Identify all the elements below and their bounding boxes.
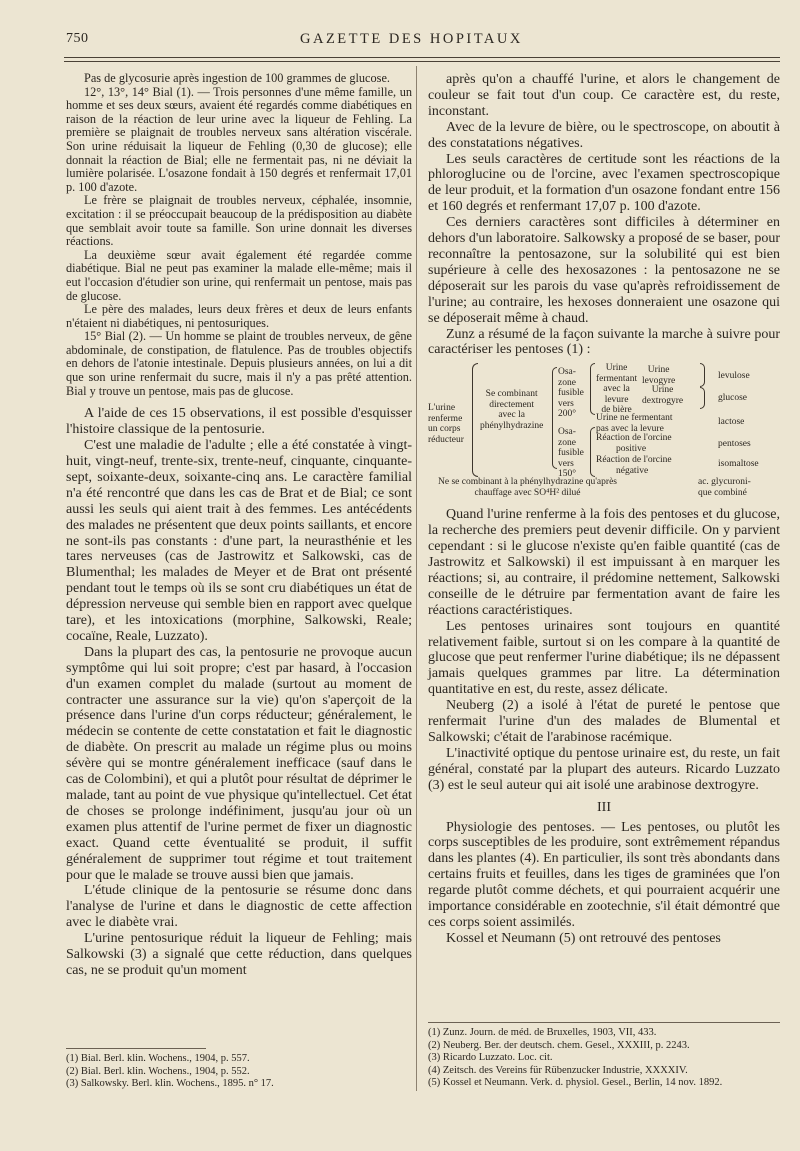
paragraph: Avec de la levure de bière, ou le spectroscope, on aboutit à des constatations négatives. (428, 119, 780, 151)
footnote-rule (428, 1022, 780, 1023)
paragraph: L'étude clinique de la pentosurie se résume donc dans l'analyse de l'urine et dans le diagnostic de cette affection avec le diabète vrai. (66, 883, 412, 931)
footnote-rule (66, 1048, 206, 1049)
paragraph: Les seuls caractères de certitude sont les réactions de la phloroglucine ou de l'orcine, avec l'examen spectroscopique de leur produit, et la formation d'un osazone fondant entre 156 et 160 degrés et renfermant 17,07 p. 100 d'azote. (428, 151, 780, 215)
paragraph: Quand l'urine renferme à la fois des pentoses et du glucose, la recherche des premiers peut devenir difficile. On y parvient cependant : si le glucose n'existe qu'en faible quantité (cas de Jastrowitz et Salkowski) il est impuissant à en marquer les réactions; si, au contraire, il prédomine nettement, Salkowski conseille de le détruire par fermentation avant de faire les réactions caractéristiques. (428, 507, 780, 618)
footnote: (1) Bial. Berl. klin. Wochens., 1904, p. 557. (66, 1053, 250, 1064)
result-levulose: levulose (718, 371, 750, 382)
paragraph: A l'aide de ces 15 observations, il est possible d'esquisser l'histoire classique de la pentosurie. (66, 406, 412, 438)
paragraph: Le père des malades, leurs deux frères et deux de leurs enfants n'étaient ni diabétiques, ni pentosuriques. (66, 302, 412, 330)
result-glycuronic-acid: ac. glycuroni- que combiné (698, 477, 751, 498)
main-text (66, 406, 412, 979)
scheme-dextrogyre: Urine dextrogyre (642, 385, 684, 406)
scheme-osazone-150: Osa- zone fusible vers 150° (558, 427, 584, 479)
scheme-osazone-200: Osa- zone fusible vers 200° (558, 367, 584, 419)
paragraph: La deuxième sœur avait également été regardée comme diabétique. Bial ne peut pas examiner la malade elle-même; mais il eut l'occasion d'étudier son urine, qui renfermait un pentose, mais pas de glucose. (66, 247, 412, 303)
header-rule (64, 57, 780, 58)
paragraph: après qu'on a chauffé l'urine, et alors le changement de couleur se fait tout d'un coup. Ce caractère est, du reste, inconstant. (428, 72, 780, 119)
result-lactose: lactose (718, 417, 745, 428)
running-title: GAZETTE DES HOPITAUX (300, 31, 523, 47)
footnote: (3) Salkowsky. Berl. klin. Wochens., 1895. n° 17. (66, 1078, 274, 1090)
section-heading: III (597, 799, 611, 815)
left-footnotes (66, 1048, 412, 1091)
scheme-not-combining: Ne se combinant à la phénylhydrazine qu'après chauffage avec SO⁴H² dilué (438, 477, 617, 498)
footnote: (1) Zunz. Journ. de méd. de Bruxelles, 1903, VII, 433. (428, 1027, 657, 1038)
page-number: 750 (66, 31, 89, 46)
footnote: (2) Bial. Berl. klin. Wochens., 1904, p. 552. (66, 1065, 250, 1077)
right-column (428, 72, 780, 947)
paragraph: Dans la plupart des cas, la pentosurie ne provoque aucun symptôme qui lui soit propre; c'est par hasard, à l'occasion d'un examen complet du malade (surtout au moment de contracter une assurance sur la vie) qu'on s'aperçoit de la présence dans l'urine d'un corps réducteur; généralement, le médecin se contente de cette constatation et fait le diagnostic de diabète. On prescrit au malade un régime plus ou moins sévère qui se montre généralement inefficace (sauf dans le cas de Colombini), et qui a plutôt pour résultat de déprimer le malade, tant au point de vue physique qu'intellectuel. Cet état de choses se prolonge indéfiniment, jusqu'au jour où un examen plus attentif de l'urine permet de fixer un diagnostic exact. Quand cette éventualité se produit, il suffit généralement de supprimer tout régime et tout traitement pour que le malade se trouve aussi bien que jamais. (66, 644, 412, 883)
scheme-fermenting: Urine fermentant avec la levure de bière (596, 363, 638, 415)
paragraph: Kossel et Neumann (5) ont retrouvé des pentoses (446, 930, 721, 946)
paragraph: Les pentoses urinaires sont toujours en quantité relativement faible, surtout si on les compare à la quantité de glucose que peut renfermer l'urine diabétique; ils ne dépassent jamais quelques grammes par litre. La détermination quantitative en est, du reste, assez délicate. (428, 618, 780, 698)
header-rule-double (64, 61, 780, 62)
paragraph: 15° Bial (2). — Un homme se plaint de troubles nerveux, de gêne abdominale, de constipation, de flatulence. Pas de troubles objectifs en dehors de l'atonie intestinale. Depuis plusieurs années, on lui a dit que son urine renfermait du sucre, mais il n'y a pas prêté attention. Bial y trouve un pentose, mais pas de glucose. (66, 329, 412, 398)
main-text-right-continued (428, 507, 780, 946)
pentose-identification-scheme (428, 363, 780, 498)
footnote: (5) Kossel et Neumann. Verk. d. physiol. Gesel., Berlin, 14 nov. 1892. (428, 1077, 723, 1089)
paragraph: Le frère se plaignait de troubles nerveux, céphalée, insomnie, excitation : il se préoccupait beaucoup de la prédisposition au diabète que semblait avoir toute sa famille. Son urine donnait les diverses réactions. (66, 193, 412, 249)
scheme-non-fermenting: Urine ne fermentant pas avec la levure (596, 413, 673, 434)
paragraph: Ces derniers caractères sont difficiles à déterminer en dehors d'un laboratoire. Salkowsky a proposé de se baser, pour reconnaître la pentosazone, sur la solubilité qui est bien supérieure à celle des hexosazones : la pentosazone ne se déposerait sur les parois du vase qu'après refroidissement de l'urine; au contraire, les hexoses donneraient une osazone qui se déposerait même à chaud. (428, 215, 780, 326)
scheme-levogyre: Urine levogyre (642, 365, 676, 386)
paragraph: 12°, 13°, 14° Bial (1). — Trois personnes d'une même famille, un homme et ses deux sœurs, avaient été regardés comme diabétiques en raison de la réaction de leur urine avec la liqueur de Fehling. La première se plaignait de troubles nerveux sans altération viscérale. Son urine réduisait la liqueur de Fehling (0,30 de glucose); elle donnait la réaction de Bial; elle ne fermentait pas, ni ne déviait la lumière polarisée. L'osazone fondait à 150 degrés et renfermait 17,01 p. 100 d'azote. (66, 84, 412, 194)
footnote: (4) Zeitsch. des Vereins für Rübenzucker Industrie, XXXXIV. (428, 1064, 688, 1076)
scheme-combining: Se combinant directement avec la phénylhydrazine (480, 389, 544, 431)
column-divider (416, 66, 417, 1091)
right-footnotes (428, 1022, 780, 1090)
paragraph: L'urine pentosurique réduit la liqueur de Fehling; mais Salkowski (3) a signalé que cette réduction, dans quelques cas, ne se produit qu'un moment (66, 931, 412, 978)
case-observations (66, 72, 412, 398)
brace (472, 363, 478, 477)
result-pentoses: pentoses (718, 439, 751, 450)
paragraph: C'est une maladie de l'adulte ; elle a été constatée à vingt-huit, vingt-neuf, trente-six, trente-neuf, cinquante, cinquante-sept, soixante-deux, soixante-cinq ans. Le caractère familial n'a été rencontré que dans les cas de Brat et de Bial; ce sont aussi les seuls qui aient trait à des femmes. Les antécédents des malades ne présentent que deux points saillants, et encore ne sont-ils pas constants : d'une part, la neurasthénie et les tares nerveuses (cas de Jastrowitz et Salkowski, cas de Blumenthal; les malades de Meyer et de Brat ont présenté pendant tout le temps où ils se sont cru diabétiques un état de dépression nerveuse qui semble bien en rapport avec quelque tare), et les intoxications (morphine, Salkowski, Reale; cocaïne, Reale, Luzzato). (66, 438, 412, 644)
paragraph: Neuberg (2) a isolé à l'état de pureté le pentose que renfermait l'urine d'un des malades de Blumental et Salkowski; c'était de l'arabinose racémique. (428, 698, 780, 745)
result-glucose: glucose (718, 393, 748, 404)
brace (590, 427, 595, 477)
result-isomaltose: isomaltose (718, 459, 759, 470)
brace (552, 367, 557, 469)
paragraph: L'inactivité optique du pentose urinaire est, du reste, un fait général, constaté par la plupart des auteurs. Ricardo Luzzato (3) est le seul auteur qui ait isolé une arabinose dextrogyre. (428, 745, 780, 793)
scheme-orcine-negative: Réaction de l'orcine négative (596, 455, 672, 476)
footnote: (2) Neuberg. Ber. der deutsch. chem. Gesel., XXXIII, p. 2243. (428, 1039, 690, 1051)
paragraph: Zunz a résumé de la façon suivante la marche à suivre pour caractériser les pentoses (1) : (428, 326, 780, 358)
paragraph: Physiologie des pentoses. — Les pentoses, ou plutôt les corps susceptibles de les produire, sont extrêmement répandus dans les plantes (4). En particulier, ils sont très abondants dans certains fruits et feuilles, dans les tiges de graminées que l'on regarde plutôt comme déchets, et qui pourraient acquérir une importance considérable en zootechnie, s'il était démontré que ces corps soient assimilés. (428, 819, 780, 930)
brace (700, 363, 705, 387)
main-text-right (428, 72, 780, 358)
brace (590, 363, 595, 415)
left-column (66, 72, 412, 979)
brace (700, 387, 705, 409)
scheme-orcine-positive: Réaction de l'orcine positive (596, 433, 672, 454)
scheme-root: L'urine renferme un corps réducteur (428, 403, 464, 445)
paragraph: Pas de glycosurie après ingestion de 100 grammes de glucose. (84, 71, 390, 85)
footnote: (3) Ricardo Luzzato. Loc. cit. (428, 1052, 553, 1064)
